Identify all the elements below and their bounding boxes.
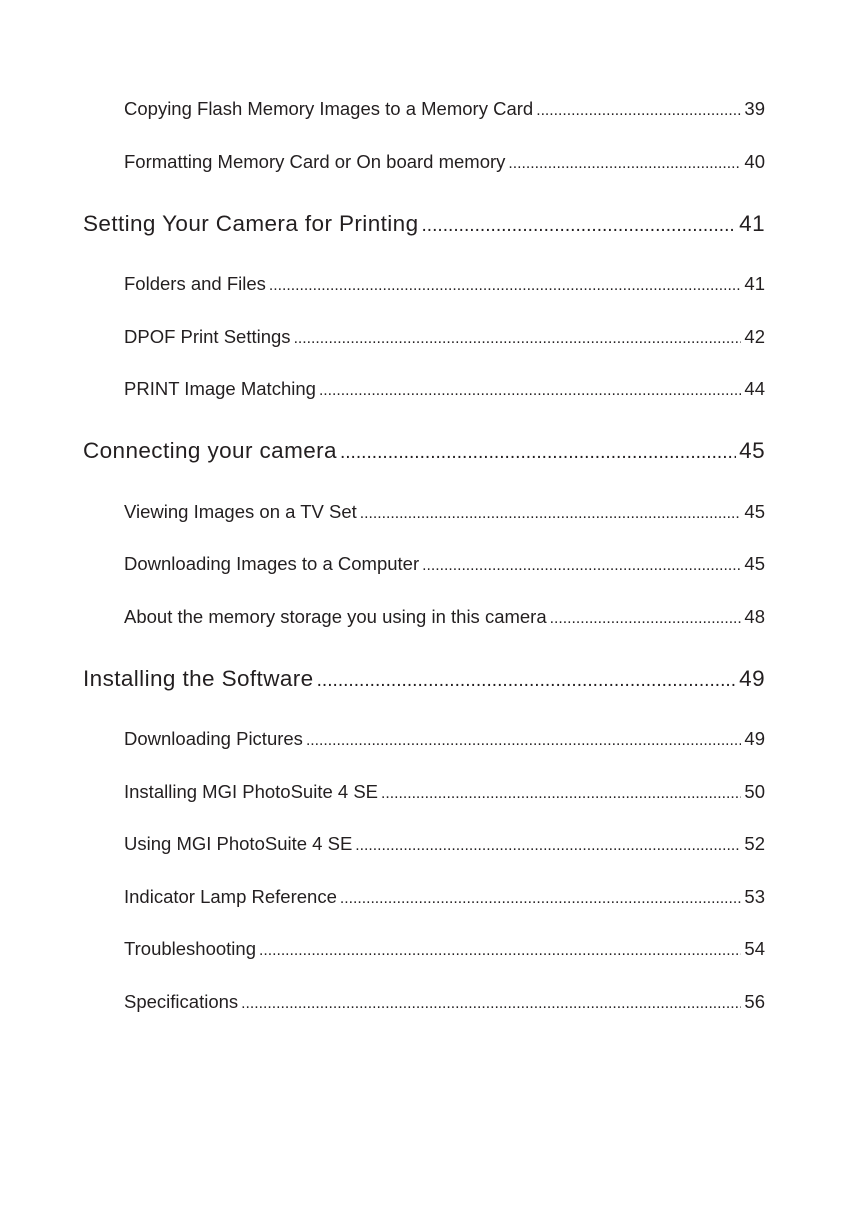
toc-entry-page: 41 — [744, 273, 765, 294]
toc-entry-specifications[interactable] — [124, 991, 765, 1013]
toc-entry-title: Troubleshooting — [124, 938, 256, 959]
dot-leader — [422, 557, 741, 575]
toc-chapter-title: Installing the Software — [83, 666, 314, 691]
dot-leader — [340, 890, 742, 908]
toc-entry-page: 39 — [744, 98, 765, 119]
dot-leader — [355, 837, 741, 855]
toc-entry-page: 45 — [744, 501, 765, 522]
toc-entry-page: 44 — [744, 378, 765, 399]
dot-leader — [317, 670, 737, 692]
toc-entry-title: About the memory storage you using in this camera — [124, 606, 547, 627]
toc-entry-title: Copying Flash Memory Images to a Memory Card — [124, 98, 534, 119]
toc-entry-title: Installing MGI PhotoSuite 4 SE — [124, 781, 378, 802]
toc-chapter-page: 41 — [739, 211, 765, 236]
dot-leader — [550, 610, 742, 628]
toc-entry-page: 52 — [744, 833, 765, 854]
toc-chapter-title: Setting Your Camera for Printing — [83, 211, 419, 236]
toc-entry-copying-flash-memory[interactable] — [124, 98, 765, 120]
toc-entry-title: Viewing Images on a TV Set — [124, 501, 357, 522]
toc-entry-page: 40 — [744, 151, 765, 172]
toc-entry-folders-and-files[interactable] — [124, 273, 765, 295]
dot-leader — [294, 330, 742, 348]
dot-leader — [381, 785, 741, 803]
toc-entry-dpof-print-settings[interactable] — [124, 326, 765, 348]
dot-leader — [269, 277, 742, 295]
toc-entry-installing-photosuite[interactable] — [124, 781, 765, 803]
toc-entry-print-image-matching[interactable] — [124, 378, 765, 400]
toc-entry-title: Specifications — [124, 991, 239, 1012]
toc-entry-page: 53 — [744, 886, 765, 907]
toc-chapter-connecting-camera[interactable] — [83, 438, 765, 464]
toc-chapter-title: Connecting your camera — [83, 438, 337, 463]
dot-leader — [508, 155, 741, 173]
dot-leader — [259, 942, 741, 960]
toc-entry-title: Indicator Lamp Reference — [124, 886, 337, 907]
toc-entry-troubleshooting[interactable] — [124, 938, 765, 960]
dot-leader — [421, 215, 736, 237]
toc-chapter-installing-software[interactable] — [83, 666, 765, 692]
toc-entry-page: 48 — [744, 606, 765, 627]
toc-chapter-page: 45 — [739, 438, 765, 463]
toc-entry-title: PRINT Image Matching — [124, 378, 316, 399]
toc-chapter-page: 49 — [739, 666, 765, 691]
dot-leader — [319, 382, 741, 400]
dot-leader — [360, 505, 742, 523]
toc-entry-viewing-images-tv[interactable] — [124, 501, 765, 523]
toc-entry-page: 56 — [744, 991, 765, 1012]
dot-leader — [241, 995, 741, 1013]
toc-entry-title: Formatting Memory Card or On board memory — [124, 151, 506, 172]
toc-entry-page: 42 — [744, 326, 765, 347]
toc-entry-downloading-images-computer[interactable] — [124, 553, 765, 575]
toc-entry-using-photosuite[interactable] — [124, 833, 765, 855]
toc-entry-page: 49 — [744, 728, 765, 749]
toc-entry-indicator-lamp-reference[interactable] — [124, 886, 765, 908]
toc-entry-formatting-memory-card[interactable] — [124, 151, 765, 173]
toc-entry-title: DPOF Print Settings — [124, 326, 291, 347]
toc-entry-title: Downloading Pictures — [124, 728, 303, 749]
toc-entry-memory-storage[interactable] — [124, 606, 765, 628]
toc-chapter-setting-camera-printing[interactable] — [83, 211, 765, 237]
dot-leader — [306, 732, 741, 750]
toc-entry-page: 45 — [744, 553, 765, 574]
toc-entry-title: Using MGI PhotoSuite 4 SE — [124, 833, 353, 854]
toc-entry-title: Folders and Files — [124, 273, 266, 294]
toc-entry-page: 50 — [744, 781, 765, 802]
toc-entry-downloading-pictures[interactable] — [124, 728, 765, 750]
toc-entry-title: Downloading Images to a Computer — [124, 553, 420, 574]
toc-entry-page: 54 — [744, 938, 765, 959]
dot-leader — [340, 442, 736, 464]
dot-leader — [536, 102, 741, 120]
